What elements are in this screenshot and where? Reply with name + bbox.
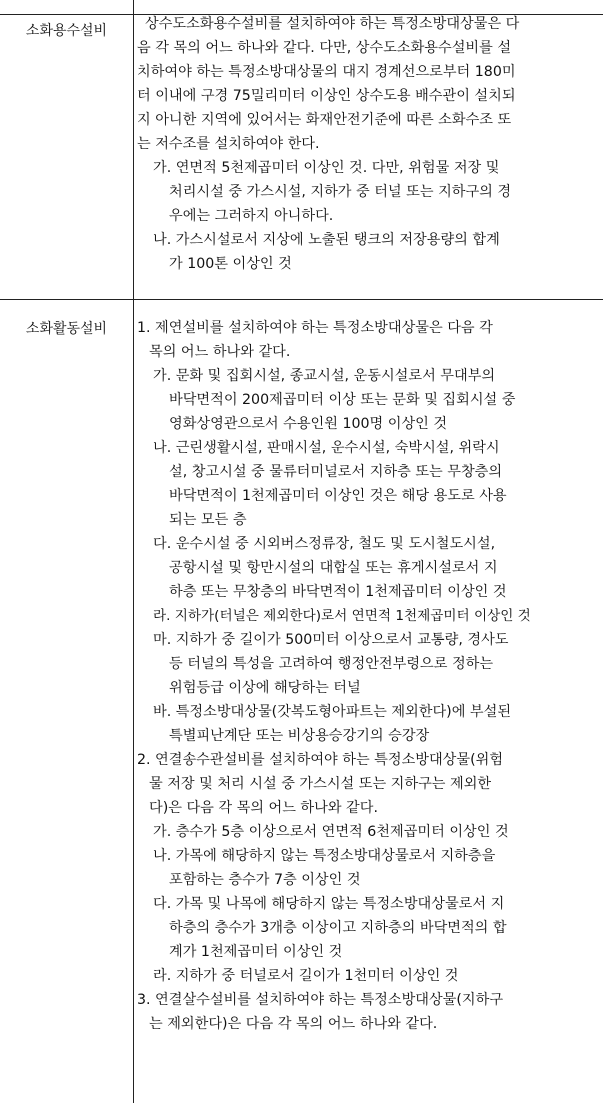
list-item-cont: 되는 모든 층 — [169, 512, 247, 528]
text-line: 상수도소화용수설비를 설치하여야 하는 특정소방대상물은 다 — [145, 16, 520, 32]
list-item: 나. 가스시설로서 지상에 노출된 탱크의 저장용량의 합계 — [153, 232, 500, 248]
text-line: 치하여야 하는 특정소방대상물의 대지 경계선으로부터 180미 — [137, 64, 516, 80]
list-item: 다. 가목 및 나목에 해당하지 않는 특정소방대상물로서 지 — [153, 896, 505, 912]
list-item: 나. 근린생활시설, 판매시설, 운수시설, 숙박시설, 위락시 — [153, 440, 500, 456]
list-item-cont: 특별피난계단 또는 비상용승강기의 승강장 — [169, 728, 430, 744]
list-item-cont: 바닥면적이 200제곱미터 이상 또는 문화 및 집회시설 중 — [169, 392, 516, 408]
list-item-cont: 계가 1천제곱미터 이상인 것 — [169, 944, 343, 960]
row-label-fire-water: 소화용수설비 — [25, 23, 108, 39]
numbered-item: 1. 제연설비를 설치하여야 하는 특정소방대상물은 다음 각 — [137, 320, 493, 336]
numbered-item-cont: 물 저장 및 처리 시설 중 가스시설 또는 지하구는 제외한 — [149, 776, 492, 792]
list-item: 마. 지하가 중 길이가 500미터 이상으로서 교통량, 경사도 — [153, 632, 509, 648]
numbered-item: 2. 연결송수관설비를 설치하여야 하는 특정소방대상물(위험 — [137, 752, 504, 768]
numbered-item-cont: 다)은 다음 각 목의 어느 하나와 같다. — [149, 800, 378, 816]
list-item-cont: 영화상영관으로서 수용인원 100명 이상인 것 — [169, 416, 448, 432]
list-item: 라. 지하가 중 터널로서 길이가 1천미터 이상인 것 — [153, 968, 459, 984]
row-divider — [0, 299, 603, 300]
text-line: 음 각 목의 어느 하나와 같다. 다만, 상수도소화용수설비를 설 — [137, 40, 512, 56]
list-item: 가. 층수가 5층 이상으로서 연면적 6천제곱미터 이상인 것 — [153, 824, 509, 840]
list-item-cont: 등 터널의 특성을 고려하여 행정안전부령으로 정하는 — [169, 656, 494, 672]
row-body-fire-activity — [137, 316, 589, 1036]
list-item-cont: 처리시설 중 가스시설, 지하가 중 터널 또는 지하구의 경 — [169, 184, 512, 200]
list-item-cont: 위험등급 이상에 해당하는 터널 — [169, 680, 361, 696]
text-line: 터 이내에 구경 75밀리미터 이상인 상수도용 배수관이 설치되 — [137, 88, 516, 104]
list-item-cont: 가 100톤 이상인 것 — [169, 256, 292, 272]
list-item-cont: 바닥면적이 1천제곱미터 이상인 것은 해당 용도로 사용 — [169, 488, 507, 504]
numbered-item-cont: 목의 어느 하나와 같다. — [149, 344, 291, 360]
row-body-fire-water — [137, 12, 589, 276]
list-item: 다. 운수시설 중 시외버스정류장, 철도 및 도시철도시설, — [153, 536, 496, 552]
list-item: 가. 연면적 5천제곱미터 이상인 것. 다만, 위험물 저장 및 — [153, 160, 500, 176]
numbered-item: 3. 연결살수설비를 설치하여야 하는 특정소방대상물(지하구 — [137, 992, 504, 1008]
list-item: 가. 문화 및 집회시설, 종교시설, 운동시설로서 무대부의 — [153, 368, 496, 384]
list-item-cont: 우에는 그러하지 아니하다. — [169, 208, 334, 224]
list-item-cont: 공항시설 및 항만시설의 대합실 또는 휴게시설로서 지 — [169, 560, 498, 576]
list-item: 나. 가목에 해당하지 않는 특정소방대상물로서 지하층을 — [153, 848, 496, 864]
column-divider — [133, 0, 134, 1103]
list-item-cont: 하층의 층수가 3개층 이상이고 지하층의 바닥면적의 합 — [169, 920, 507, 936]
numbered-item-cont: 는 제외한다)은 다음 각 목의 어느 하나와 같다. — [149, 1016, 438, 1032]
text-line: 는 저수조를 설치하여야 한다. — [137, 136, 320, 152]
text-line: 지 아니한 지역에 있어서는 화재안전기준에 따른 소화수조 또 — [137, 112, 512, 128]
list-item-cont: 설, 창고시설 중 물류터미널로서 지하층 또는 무창층의 — [169, 464, 503, 480]
list-item-cont: 포함하는 층수가 7층 이상인 것 — [169, 872, 361, 888]
row-label-fire-activity: 소화활동설비 — [25, 321, 108, 337]
list-item: 라. 지하가(터널은 제외한다)로서 연면적 1천제곱미터 이상인 것 — [153, 608, 531, 624]
list-item: 바. 특정소방대상물(갓복도형아파트는 제외한다)에 부설된 — [153, 704, 512, 720]
list-item-cont: 하층 또는 무창층의 바닥면적이 1천제곱미터 이상인 것 — [169, 584, 507, 600]
